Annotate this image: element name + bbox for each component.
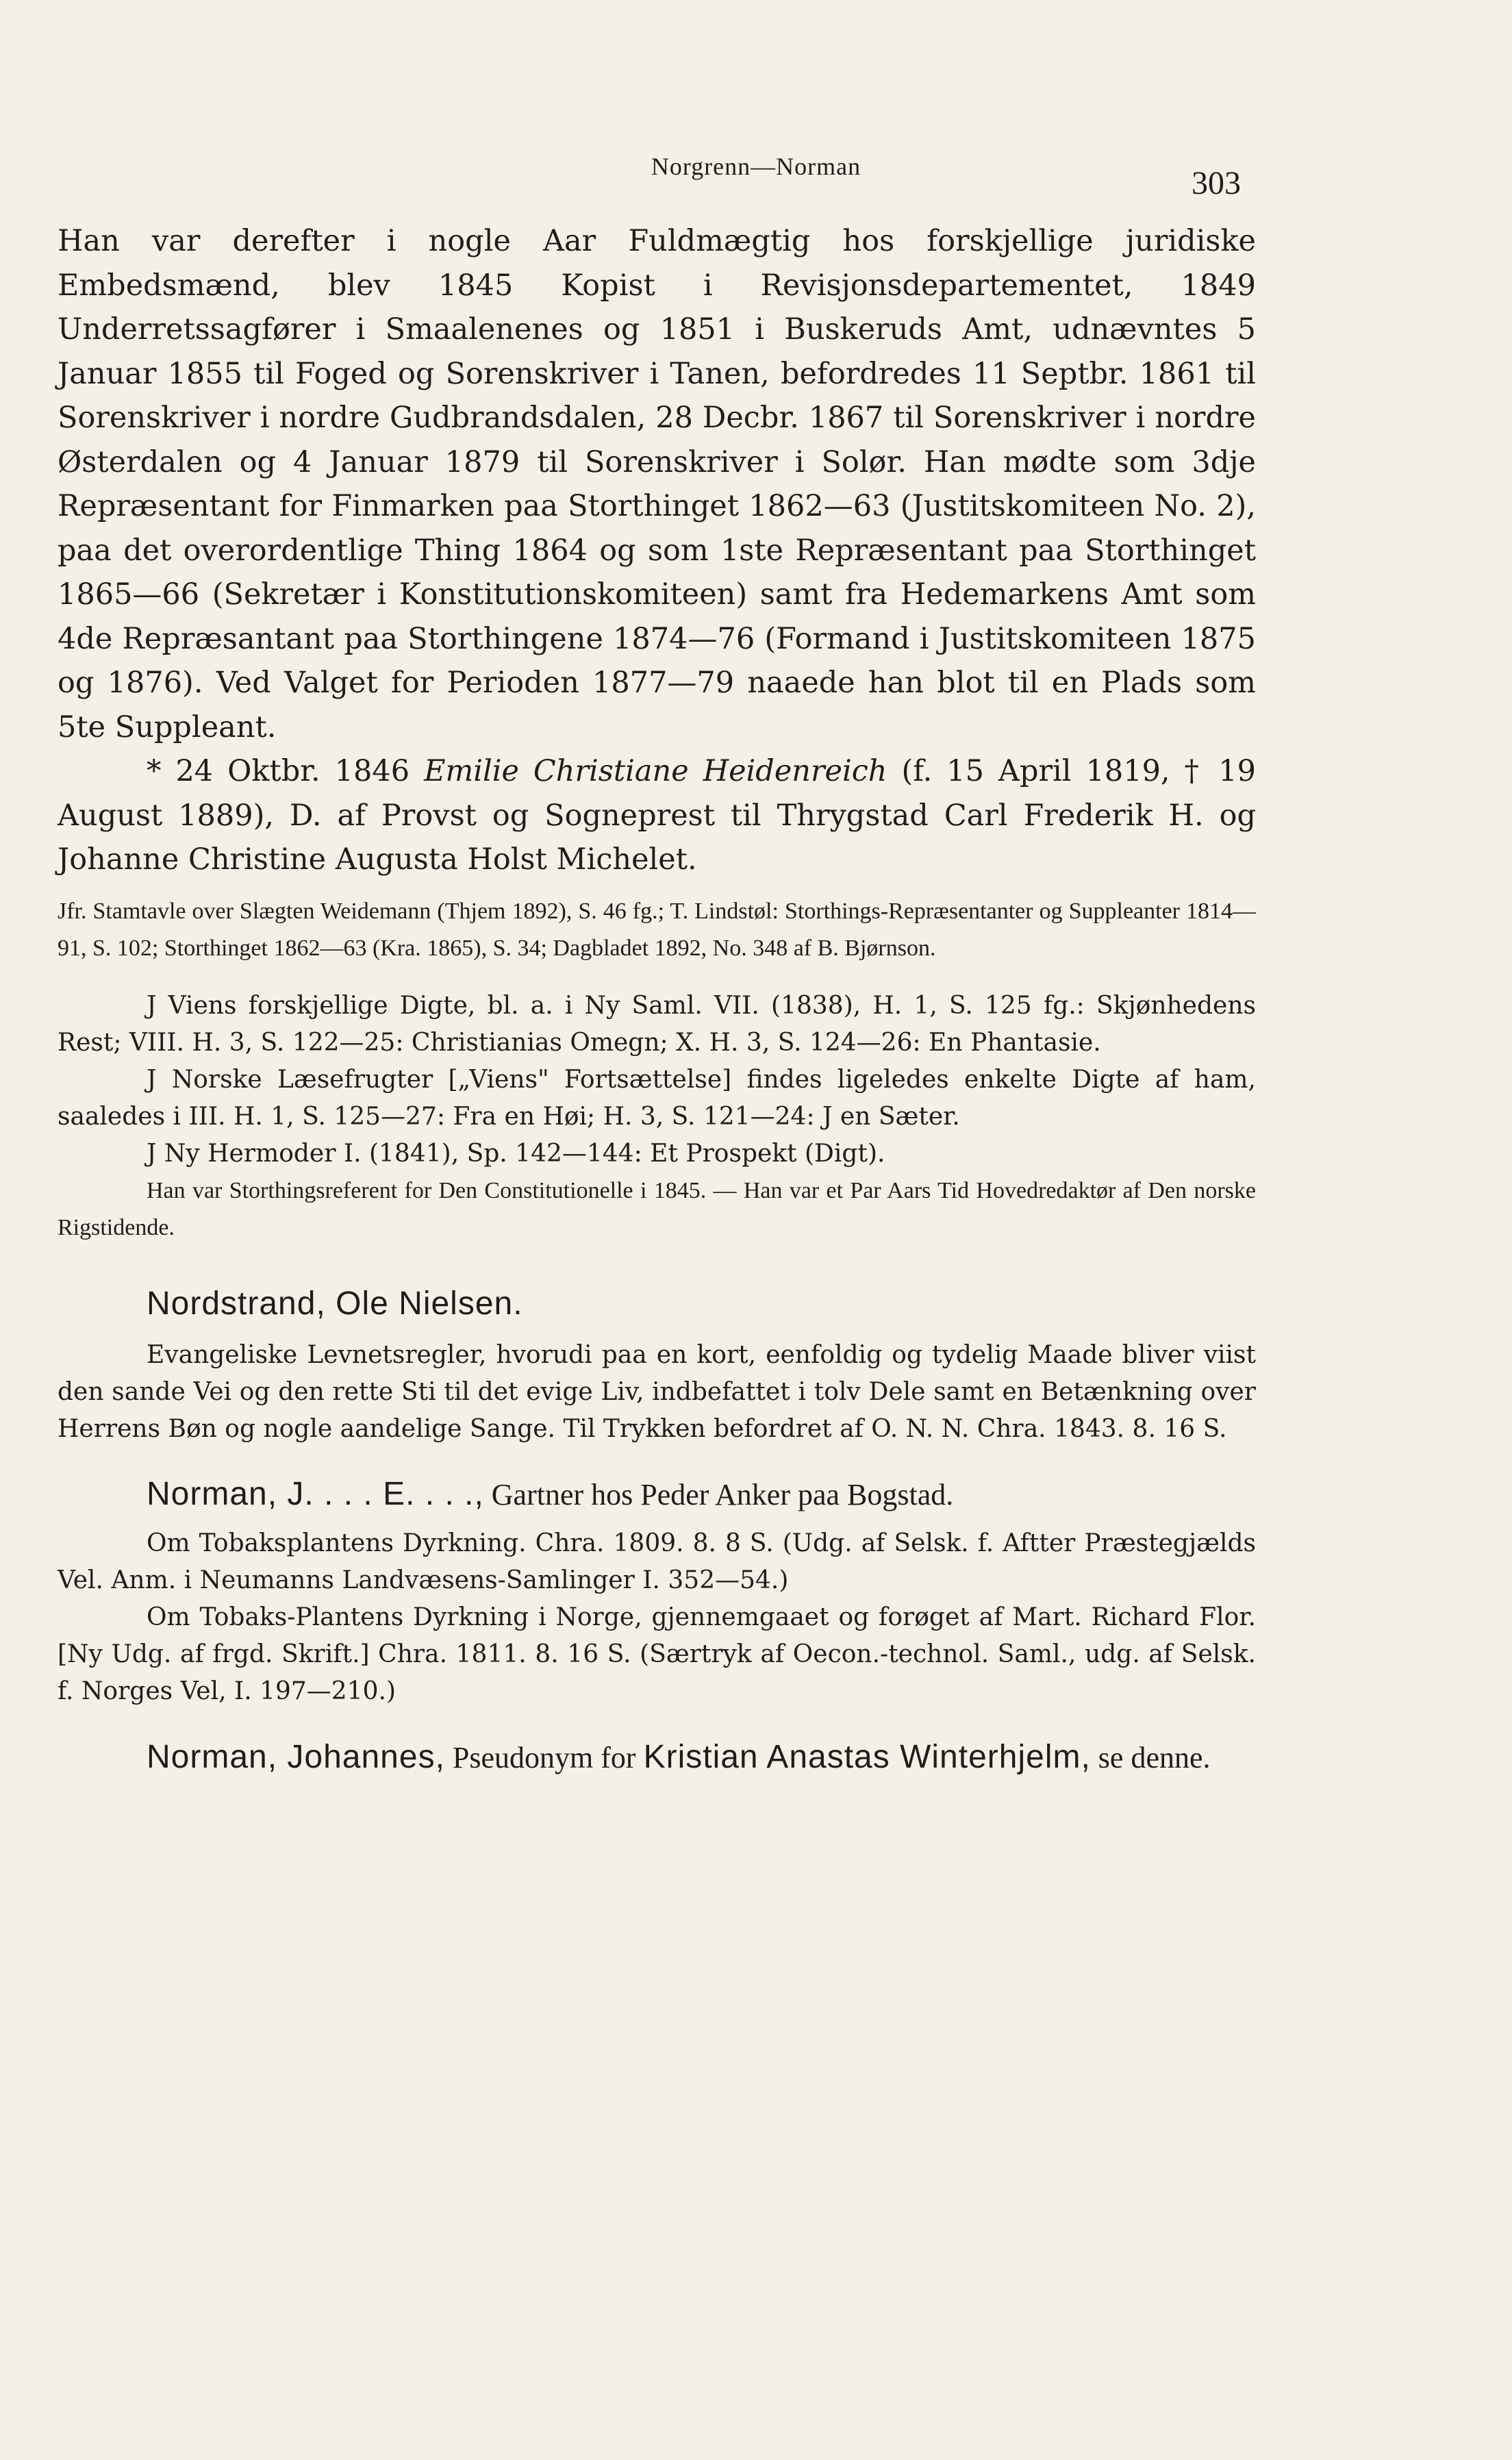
marriage-date: * 24 Oktbr. 1846 bbox=[147, 754, 425, 788]
spouse-name: Emilie Christiane Heidenreich bbox=[424, 754, 887, 788]
work-item: Om Tobaksplantens Dyrkning. Chra. 1809. 8. 8 S. (Udg. af Selsk. f. Aftter Præstegjælds Vel. Anm. i Neumanns Landvæsens-Samlinger I. 352—54.) bbox=[58, 1529, 1256, 1594]
biography-paragraph: Han var derefter i nogle Aar Fuldmægtig hos forskjellige juridiske Embedsmænd, blev 1845 Kopist i Revisjonsdepartementet, 1849 Underretssagfører i Smaalenenes og 1851 i Buskeruds Amt, udnævntes 5 Januar 1855 til Foged og Sorenskriver i Tanen, befordredes 11 Septbr. 1861 til Sorenskriver i nordre Gudbrandsdalen, 28 Decbr. 1867 til Sorenskriver i nordre Østerdalen og 4 Januar 1879 til Sorenskriver i Solør. Han mødte som 3dje Repræsentant for Finmarken paa Storthinget 1862—63 (Justitskomiteen No. 2), paa det overordentlige Thing 1864 og som 1ste Repræsentant paa Storthinget 1865—66 (Sekretær i Konstitutionskomiteen) samt fra Hedemarkens Amt som 4de Repræsantant paa Storthingene 1874—76 (Formand i Justitskomiteen 1875 og 1876). Ved Valget for Perioden 1877—79 naaede han blot til en Plads som 5te Suppleant. bbox=[58, 224, 1256, 744]
cross-reference: Kristian Anastas Winterhjelm, bbox=[643, 1738, 1091, 1775]
entry-heading-nordstrand bbox=[58, 1281, 1256, 1327]
entry-description: Pseudonym for bbox=[444, 1740, 644, 1774]
work-item: Om Tobaks-Plantens Dyrkning i Norge, gjennemgaaet og forøget af Mart. Richard Flor. [Ny Udg. af frgd. Skrift.] Chra. 1811. 8. 16 S. (Særtryk af Oecon.-technol. Saml., udg. af Selsk. f. Norges Vel, I. 197—210.) bbox=[58, 1603, 1256, 1705]
work-item: J Norske Læsefrugter [„Viens" Fortsættelse] findes ligeledes enkelte Digte af ham, saaledes i III. H. 1, S. 125—27: Fra en Høi; H. 3, S. 121—24: J en Sæter. bbox=[58, 1065, 1256, 1131]
entry-description: se denne. bbox=[1090, 1740, 1211, 1774]
running-head: Norgrenn—Norman bbox=[651, 153, 861, 180]
entry-heading-norman-johannes bbox=[58, 1733, 1256, 1782]
entry-description: Gartner hos Peder Anker paa Bogstad. bbox=[483, 1477, 954, 1511]
marriage-details: (f. 15 April 1819, † 19 August 1889), D. af Provst og Sogneprest til Thrygstad Carl Frederik H. og Johanne Christine Augusta Holst Michelet. bbox=[58, 754, 1256, 877]
entry-name: Norman, J. . . . E. . . ., bbox=[147, 1475, 484, 1512]
work-item: J Viens forskjellige Digte, bl. a. i Ny Saml. VII. (1838), H. 1, S. 125 fg.: Skjønhedens Rest; VIII. H. 3, S. 122—25: Christianias Omegn; X. H. 3, S. 124—26: En Phantasie. bbox=[58, 991, 1256, 1057]
work-item: Evangeliske Levnetsregler, hvorudi paa en kort, eenfoldig og tydelig Maade bliver viist den sande Vei og den rette Sti til det evige Liv, indbefattet i tolv Dele samt en Betænkning over Herrens Bøn og nogle aandelige Sange. Til Trykken befordret af O. N. N. Chra. 1843. 8. 16 S. bbox=[58, 1340, 1256, 1443]
sources-note: Jfr. Stamtavle over Slægten Weidemann (Thjem 1892), S. 46 fg.; T. Lindstøl: Storthings-Repræsentanter og Suppleanter 1814—91, S. 102; Storthinget 1862—63 (Kra. 1865), S. 34; Dagbladet 1892, No. 348 af B. Bjørnson. bbox=[58, 898, 1256, 961]
page-body bbox=[58, 219, 1256, 1782]
entry-name: Norman, Johannes, bbox=[147, 1738, 445, 1775]
editor-note: Han var Storthingsreferent for Den Constitutionelle i 1845. — Han var et Par Aars Tid Hovedredaktør af Den norske Rigstidende. bbox=[58, 1177, 1256, 1240]
work-item: J Ny Hermoder I. (1841), Sp. 142—144: Et Prospekt (Digt). bbox=[147, 1139, 885, 1168]
entry-name: Nordstrand, Ole Nielsen. bbox=[147, 1285, 523, 1322]
entry-heading-norman-j bbox=[58, 1471, 1256, 1518]
marriage-paragraph bbox=[58, 749, 1256, 882]
page-number: 303 bbox=[1192, 165, 1241, 201]
